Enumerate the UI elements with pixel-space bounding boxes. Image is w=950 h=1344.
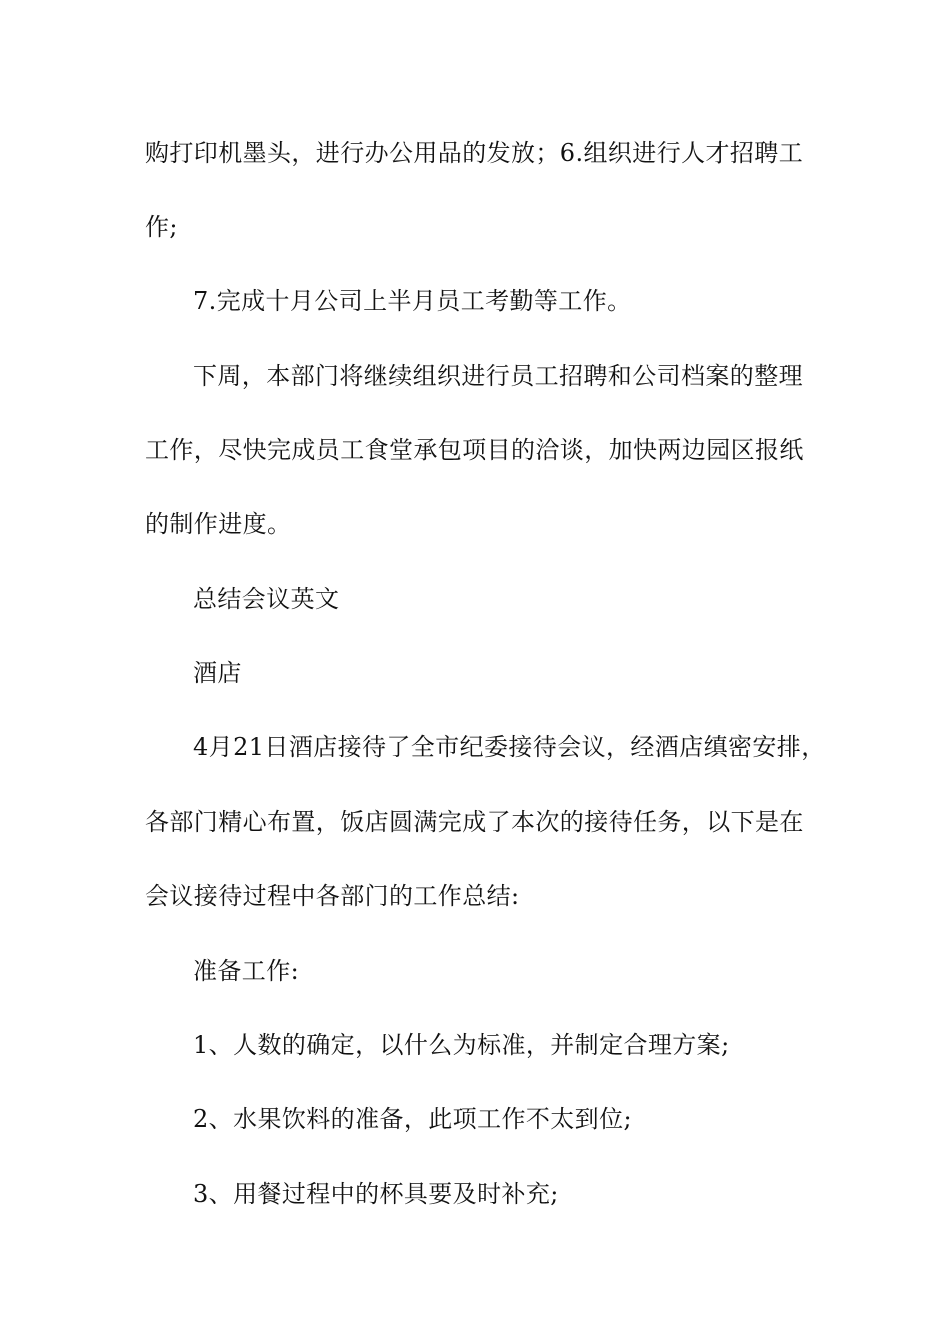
list-item: 3、用餐过程中的杯具要及时补充; (193, 1180, 559, 1208)
list-item: 1、人数的确定，以什么为标准，并制定合理方案; (193, 1031, 730, 1059)
paragraph-line: 下周，本部门将继续组织进行员工招聘和公司档案的整理 (193, 362, 803, 390)
paragraph-line: 作; (145, 213, 178, 241)
paragraph-line: 各部门精心布置，饭店圆满完成了本次的接待任务，以下是在 (145, 808, 804, 836)
paragraph-line: 4月21日酒店接待了全市纪委接待会议，经酒店缜密安排， (193, 733, 826, 761)
paragraph-line: 的制作进度。 (145, 510, 292, 538)
paragraph-line: 工作，尽快完成员工食堂承包项目的洽谈，加快两边园区报纸 (145, 436, 804, 464)
paragraph-line: 7.完成十月公司上半月员工考勤等工作。 (193, 287, 632, 315)
list-item: 2、水果饮料的准备，此项工作不太到位; (193, 1105, 632, 1133)
section-subheading: 酒店 (193, 659, 242, 687)
paragraph-line: 准备工作: (193, 957, 300, 985)
paragraph-line: 会议接待过程中各部门的工作总结: (145, 882, 520, 910)
paragraph-line: 购打印机墨头，进行办公用品的发放；6.组织进行人才招聘工 (145, 139, 804, 167)
section-heading: 总结会议英文 (193, 585, 340, 613)
